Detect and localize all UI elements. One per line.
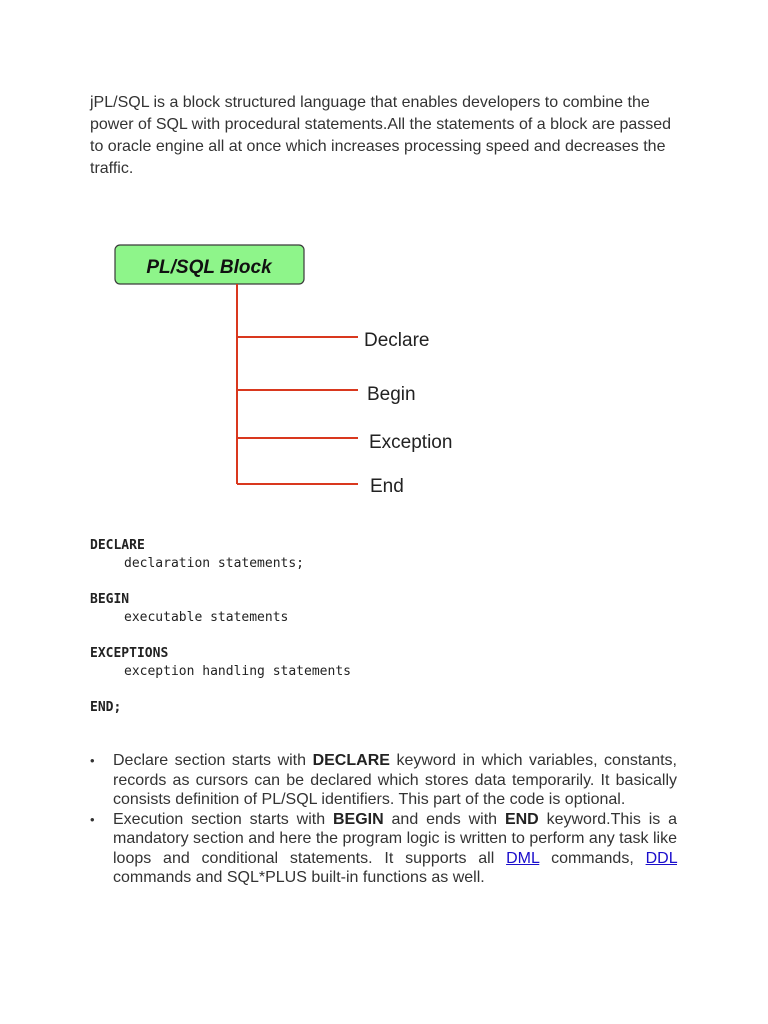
bullet-icon: •: [90, 753, 95, 768]
code-statement-declare: declaration statements;: [124, 556, 305, 571]
keyword-declare: DECLARE: [312, 752, 390, 769]
code-keyword-end: END;: [90, 700, 122, 715]
section-bullet-list: [90, 751, 677, 888]
keyword-end: END: [504, 810, 539, 828]
branch-label-exception: Exception: [369, 432, 453, 453]
code-block: [90, 537, 351, 717]
list-item: • Execution section starts with BEGIN and ends with END keyword.This is a mandatory section and here the program logic is written to perform any task like loops and conditional statements. It supports all DML commands, DDL commands and SQL*PLUS built-in functions as well.: [90, 810, 678, 886]
code-keyword-begin: BEGIN: [90, 592, 130, 607]
bullet-icon: •: [90, 811, 95, 827]
code-statement-exceptions: exception handling statements: [124, 664, 351, 679]
code-keyword-exceptions: EXCEPTIONS: [90, 646, 169, 661]
branch-label-end: End: [370, 476, 404, 497]
ddl-link[interactable]: DDL: [645, 849, 677, 867]
keyword-begin: BEGIN: [332, 810, 384, 828]
root-label: PL/SQL Block: [146, 257, 272, 278]
branch-label-declare: Declare: [364, 330, 430, 351]
dml-link[interactable]: DML: [506, 849, 540, 867]
branch-label-begin: Begin: [367, 384, 416, 405]
code-statement-begin: executable statements: [124, 610, 289, 625]
intro-paragraph: jPL/SQL is a block structured language that enables developers to combine the power of SQL with procedural statements.All the statements of a block are passed to oracle engine all at once which increases processing speed and decreases the traffic.: [90, 94, 672, 177]
list-item: • Declare section starts with DECLARE keyword in which variables, constants, records as cursors can be declared which stores data temporarily. It basically consists definition of PL/SQL identifiers. This part of the code is optional.: [90, 752, 677, 808]
code-keyword-declare: DECLARE: [90, 538, 145, 553]
